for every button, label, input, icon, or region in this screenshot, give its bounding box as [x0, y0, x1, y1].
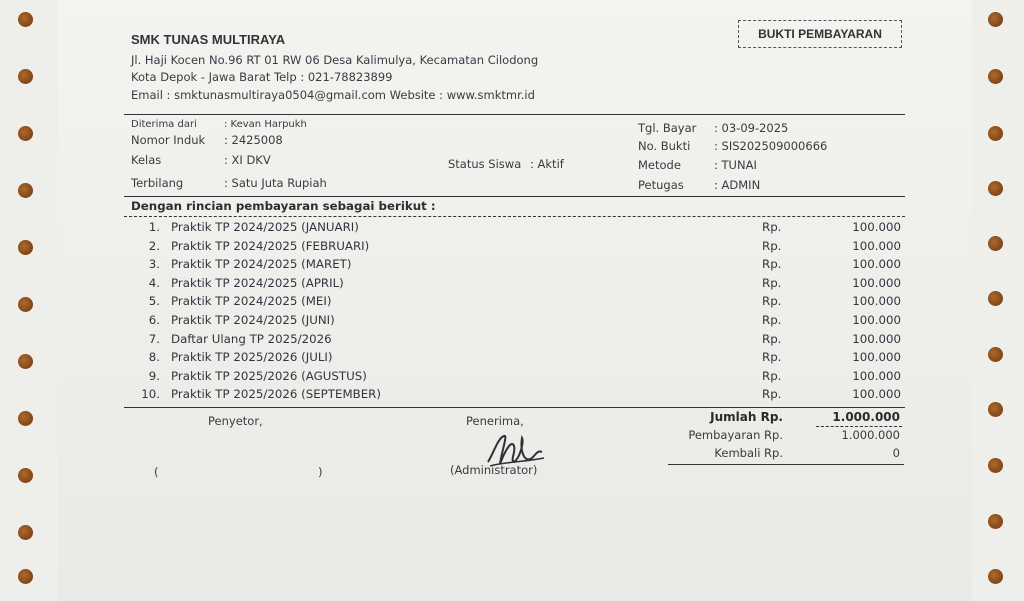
item-currency: Rp.	[762, 294, 782, 309]
penyetor-label: Penyetor,	[208, 414, 263, 428]
item-amount: 100.000	[852, 220, 901, 234]
tractor-hole	[18, 12, 33, 27]
payment-item-row	[140, 294, 905, 313]
tractor-hole	[18, 69, 33, 84]
item-amount: 100.000	[852, 257, 901, 272]
item-description: Praktik TP 2024/2025 (MARET)	[171, 257, 352, 272]
tractor-hole	[988, 181, 1003, 196]
metode-label: Metode	[638, 158, 681, 172]
item-number: 4.	[148, 275, 160, 290]
tractor-hole	[988, 569, 1003, 584]
tractor-hole	[988, 12, 1003, 27]
item-number: 6.	[148, 312, 160, 327]
payment-item-row	[140, 276, 905, 295]
tractor-hole	[18, 525, 33, 540]
payment-item-row	[140, 369, 905, 388]
tractor-hole	[18, 411, 33, 426]
pembayaran-label: Pembayaran Rp.	[688, 428, 783, 442]
pembayaran-value: 1.000.000	[841, 428, 900, 442]
tractor-hole	[988, 69, 1003, 84]
no-bukti-value: : SIS202509000666	[714, 139, 828, 153]
item-currency: Rp.	[762, 257, 782, 272]
tractor-hole	[18, 183, 33, 198]
tractor-hole	[18, 297, 33, 312]
nomor-induk-label: Nomor Induk	[131, 133, 206, 147]
right-tractor-strip	[965, 0, 1024, 601]
item-currency: Rp.	[762, 350, 782, 365]
jumlah-label: Jumlah Rp.	[710, 410, 783, 424]
terbilang-label: Terbilang	[131, 176, 184, 190]
item-amount: 100.000	[852, 350, 901, 365]
item-currency: Rp.	[762, 331, 782, 346]
item-amount: 100.000	[852, 238, 901, 253]
tractor-hole	[988, 402, 1003, 417]
tractor-hole	[18, 240, 33, 255]
tractor-hole	[988, 126, 1003, 141]
tractor-hole	[18, 126, 33, 141]
item-description: Praktik TP 2024/2025 (APRIL)	[171, 275, 344, 290]
document-title-box	[738, 20, 902, 48]
item-number: 5.	[148, 294, 160, 309]
terbilang-value: : Satu Juta Rupiah	[224, 176, 327, 190]
payment-item-row	[140, 239, 905, 258]
petugas-label: Petugas	[638, 178, 684, 192]
item-currency: Rp.	[762, 368, 782, 383]
tractor-hole	[18, 354, 33, 369]
kelas-label: Kelas	[131, 153, 162, 167]
status-siswa-label: Status Siswa	[448, 157, 522, 171]
item-number: 8.	[148, 350, 160, 365]
payment-item-row	[140, 313, 905, 332]
status-siswa-value: : Aktif	[530, 157, 564, 171]
item-number: 9.	[148, 368, 160, 383]
jumlah-underline	[816, 426, 902, 427]
info-divider	[124, 196, 905, 197]
kelas-value: : XI DKV	[224, 153, 271, 167]
tractor-hole	[988, 514, 1003, 529]
item-currency: Rp.	[762, 387, 782, 402]
penerima-label: Penerima,	[466, 414, 524, 428]
diterima-label: Diterima dari	[131, 119, 197, 130]
tractor-hole	[18, 468, 33, 483]
item-amount: 100.000	[852, 312, 901, 327]
item-amount: 100.000	[852, 294, 901, 309]
header-divider	[124, 114, 905, 115]
left-tractor-strip	[0, 0, 59, 601]
details-heading: Dengan rincian pembayaran sebagai berikut :	[131, 199, 436, 213]
tractor-hole	[988, 347, 1003, 362]
item-description: Praktik TP 2024/2025 (JANUARI)	[171, 220, 359, 234]
item-number: 7.	[148, 331, 160, 346]
payment-item-row	[140, 220, 905, 239]
item-amount: 100.000	[852, 387, 901, 402]
totals-underline	[668, 464, 904, 465]
nomor-induk-value: : 2425008	[224, 133, 283, 147]
item-currency: Rp.	[762, 220, 782, 234]
document-title: BUKTI PEMBAYARAN	[758, 27, 882, 41]
no-bukti-label: No. Bukti	[638, 139, 691, 153]
payment-item-row	[140, 332, 905, 351]
diterima-value: : Kevan Harpukh	[224, 119, 307, 130]
petugas-value: : ADMIN	[714, 178, 761, 192]
details-heading-divider	[124, 216, 905, 217]
item-currency: Rp.	[762, 312, 782, 327]
kembali-value: 0	[892, 446, 900, 460]
penyetor-close-paren: )	[318, 465, 323, 479]
item-amount: 100.000	[852, 368, 901, 383]
item-description: Praktik TP 2024/2025 (MEI)	[171, 294, 332, 309]
school-address-line-1: Jl. Haji Kocen No.96 RT 01 RW 06 Desa Kalimulya, Kecamatan Cilodong	[131, 53, 539, 67]
item-description: Daftar Ulang TP 2025/2026	[171, 331, 332, 346]
payment-item-row	[140, 257, 905, 276]
tgl-bayar-label: Tgl. Bayar	[638, 121, 697, 135]
penerima-name: (Administrator)	[450, 463, 538, 477]
jumlah-value: 1.000.000	[832, 410, 900, 424]
penyetor-open-paren: (	[154, 465, 159, 479]
item-amount: 100.000	[852, 275, 901, 290]
item-number: 3.	[148, 257, 160, 272]
school-address-line-2: Kota Depok - Jawa Barat Telp : 021-78823899	[131, 70, 393, 84]
payment-items-list	[140, 220, 905, 406]
tractor-hole	[988, 291, 1003, 306]
tractor-hole	[18, 569, 33, 584]
payment-item-row	[140, 350, 905, 369]
tractor-hole	[988, 236, 1003, 251]
school-name: SMK TUNAS MULTIRAYA	[131, 32, 286, 47]
item-amount: 100.000	[852, 331, 901, 346]
metode-value: : TUNAI	[714, 158, 757, 172]
item-number: 10.	[141, 387, 160, 402]
payment-item-row	[140, 387, 905, 406]
items-divider	[124, 407, 905, 408]
kembali-label: Kembali Rp.	[714, 446, 783, 460]
item-number: 1.	[148, 220, 160, 234]
tgl-bayar-value: : 03-09-2025	[714, 121, 789, 135]
item-currency: Rp.	[762, 275, 782, 290]
item-currency: Rp.	[762, 238, 782, 253]
item-description: Praktik TP 2025/2026 (SEPTEMBER)	[171, 387, 381, 402]
item-description: Praktik TP 2025/2026 (JULI)	[171, 350, 333, 365]
item-description: Praktik TP 2024/2025 (FEBRUARI)	[171, 238, 370, 253]
tractor-hole	[988, 458, 1003, 473]
item-description: Praktik TP 2024/2025 (JUNI)	[171, 312, 335, 327]
item-description: Praktik TP 2025/2026 (AGUSTUS)	[171, 368, 367, 383]
school-contact-line: Email : smktunasmultiraya0504@gmail.com Website : www.smktmr.id	[131, 88, 535, 102]
item-number: 2.	[148, 238, 160, 253]
